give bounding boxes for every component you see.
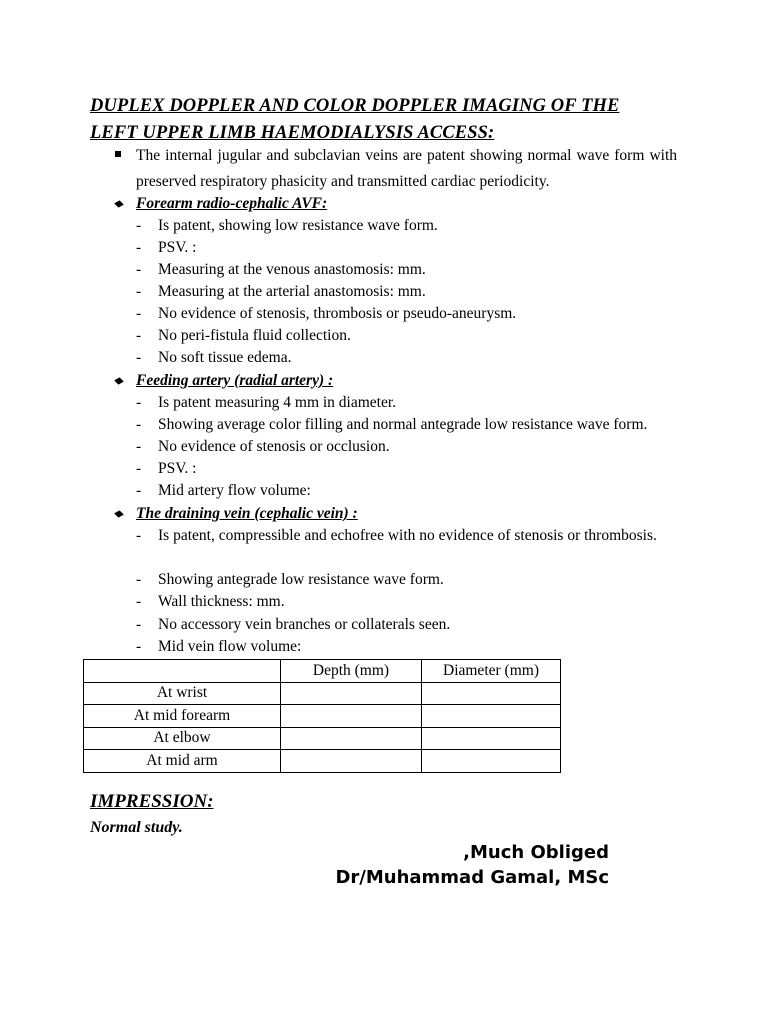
diamond-bullet-icon	[114, 377, 124, 384]
list-dash: -	[136, 394, 142, 411]
table-header-cell	[84, 660, 281, 683]
table-cell	[281, 750, 422, 773]
list-item: PSV. :	[158, 239, 197, 256]
signature: Dr/Muhammad Gamal, MSc	[335, 867, 609, 888]
list-item: No peri-fistula fluid collection.	[158, 327, 351, 344]
table-row	[84, 705, 561, 728]
measurements-table	[83, 659, 561, 773]
list-item: Is patent, showing low resistance wave form.	[158, 217, 438, 234]
section-heading-feeding-artery: Feeding artery (radial artery) :	[136, 372, 334, 389]
list-item: Showing average color filling and normal antegrade low resistance wave form.	[158, 416, 648, 433]
table-cell: At wrist	[84, 682, 281, 705]
intro-paragraph: The internal jugular and subclavian veins are patent showing normal wave form with preserved respiratory phasicity and transmitted cardiac periodicity.	[136, 147, 677, 190]
section-heading-avf: Forearm radio-cephalic AVF:	[136, 195, 328, 212]
table-row	[84, 682, 561, 705]
table-header-row	[84, 660, 561, 683]
list-item: No soft tissue edema.	[158, 349, 292, 366]
impression-heading: IMPRESSION:	[90, 791, 214, 812]
table-cell: At mid arm	[84, 750, 281, 773]
table-row	[84, 750, 561, 773]
table-cell	[422, 727, 561, 750]
list-dash: -	[136, 416, 142, 433]
table-cell	[281, 705, 422, 728]
list-item: Is patent measuring 4 mm in diameter.	[158, 394, 397, 411]
table-cell	[281, 727, 422, 750]
table-cell	[422, 682, 561, 705]
table-header-cell: Diameter (mm)	[422, 660, 561, 683]
list-dash: -	[136, 571, 142, 588]
list-dash: -	[136, 327, 142, 344]
list-item: Measuring at the venous anastomosis: mm.	[158, 261, 426, 278]
section-heading-draining-vein: The draining vein (cephalic vein) :	[136, 505, 358, 522]
list-item: Measuring at the arterial anastomosis: mm.	[158, 283, 426, 300]
diamond-bullet-icon	[114, 200, 124, 207]
list-dash: -	[136, 616, 142, 633]
list-dash: -	[136, 349, 142, 366]
list-dash: -	[136, 527, 142, 544]
list-dash: -	[136, 593, 142, 610]
list-dash: -	[136, 305, 142, 322]
table-cell: At mid forearm	[84, 705, 281, 728]
list-dash: -	[136, 438, 142, 455]
list-dash: -	[136, 460, 142, 477]
list-dash: -	[136, 638, 142, 655]
list-dash: -	[136, 239, 142, 256]
diamond-bullet-icon	[114, 510, 124, 517]
list-dash: -	[136, 283, 142, 300]
table-cell: At elbow	[84, 727, 281, 750]
impression-text: Normal study.	[90, 819, 183, 836]
list-dash: -	[136, 261, 142, 278]
table-cell	[422, 750, 561, 773]
list-item: Mid vein flow volume:	[158, 638, 302, 655]
list-item: Showing antegrade low resistance wave form.	[158, 571, 444, 588]
table-cell	[422, 705, 561, 728]
report-title	[90, 93, 690, 147]
list-item: Mid artery flow volume:	[158, 482, 311, 499]
closing-line: ,Much Obliged	[463, 842, 609, 863]
list-item: No evidence of stenosis or occlusion.	[158, 438, 390, 455]
list-item: PSV. :	[158, 460, 197, 477]
list-item: Wall thickness: mm.	[158, 593, 285, 610]
table-row	[84, 727, 561, 750]
table-cell	[281, 682, 422, 705]
table-header-cell: Depth (mm)	[281, 660, 422, 683]
report-title-line1: DUPLEX DOPPLER AND COLOR DOPPLER IMAGING OF THE	[90, 96, 620, 116]
list-dash: -	[136, 217, 142, 234]
list-dash: -	[136, 482, 142, 499]
report-title-line2: LEFT UPPER LIMB HAEMODIALYSIS ACCESS:	[90, 123, 495, 143]
list-item: Is patent, compressible and echofree with no evidence of stenosis or thrombosis.	[158, 527, 657, 544]
list-item: No accessory vein branches or collaterals seen.	[158, 616, 451, 633]
square-bullet-icon	[115, 151, 121, 157]
list-item: No evidence of stenosis, thrombosis or pseudo-aneurysm.	[158, 305, 517, 322]
